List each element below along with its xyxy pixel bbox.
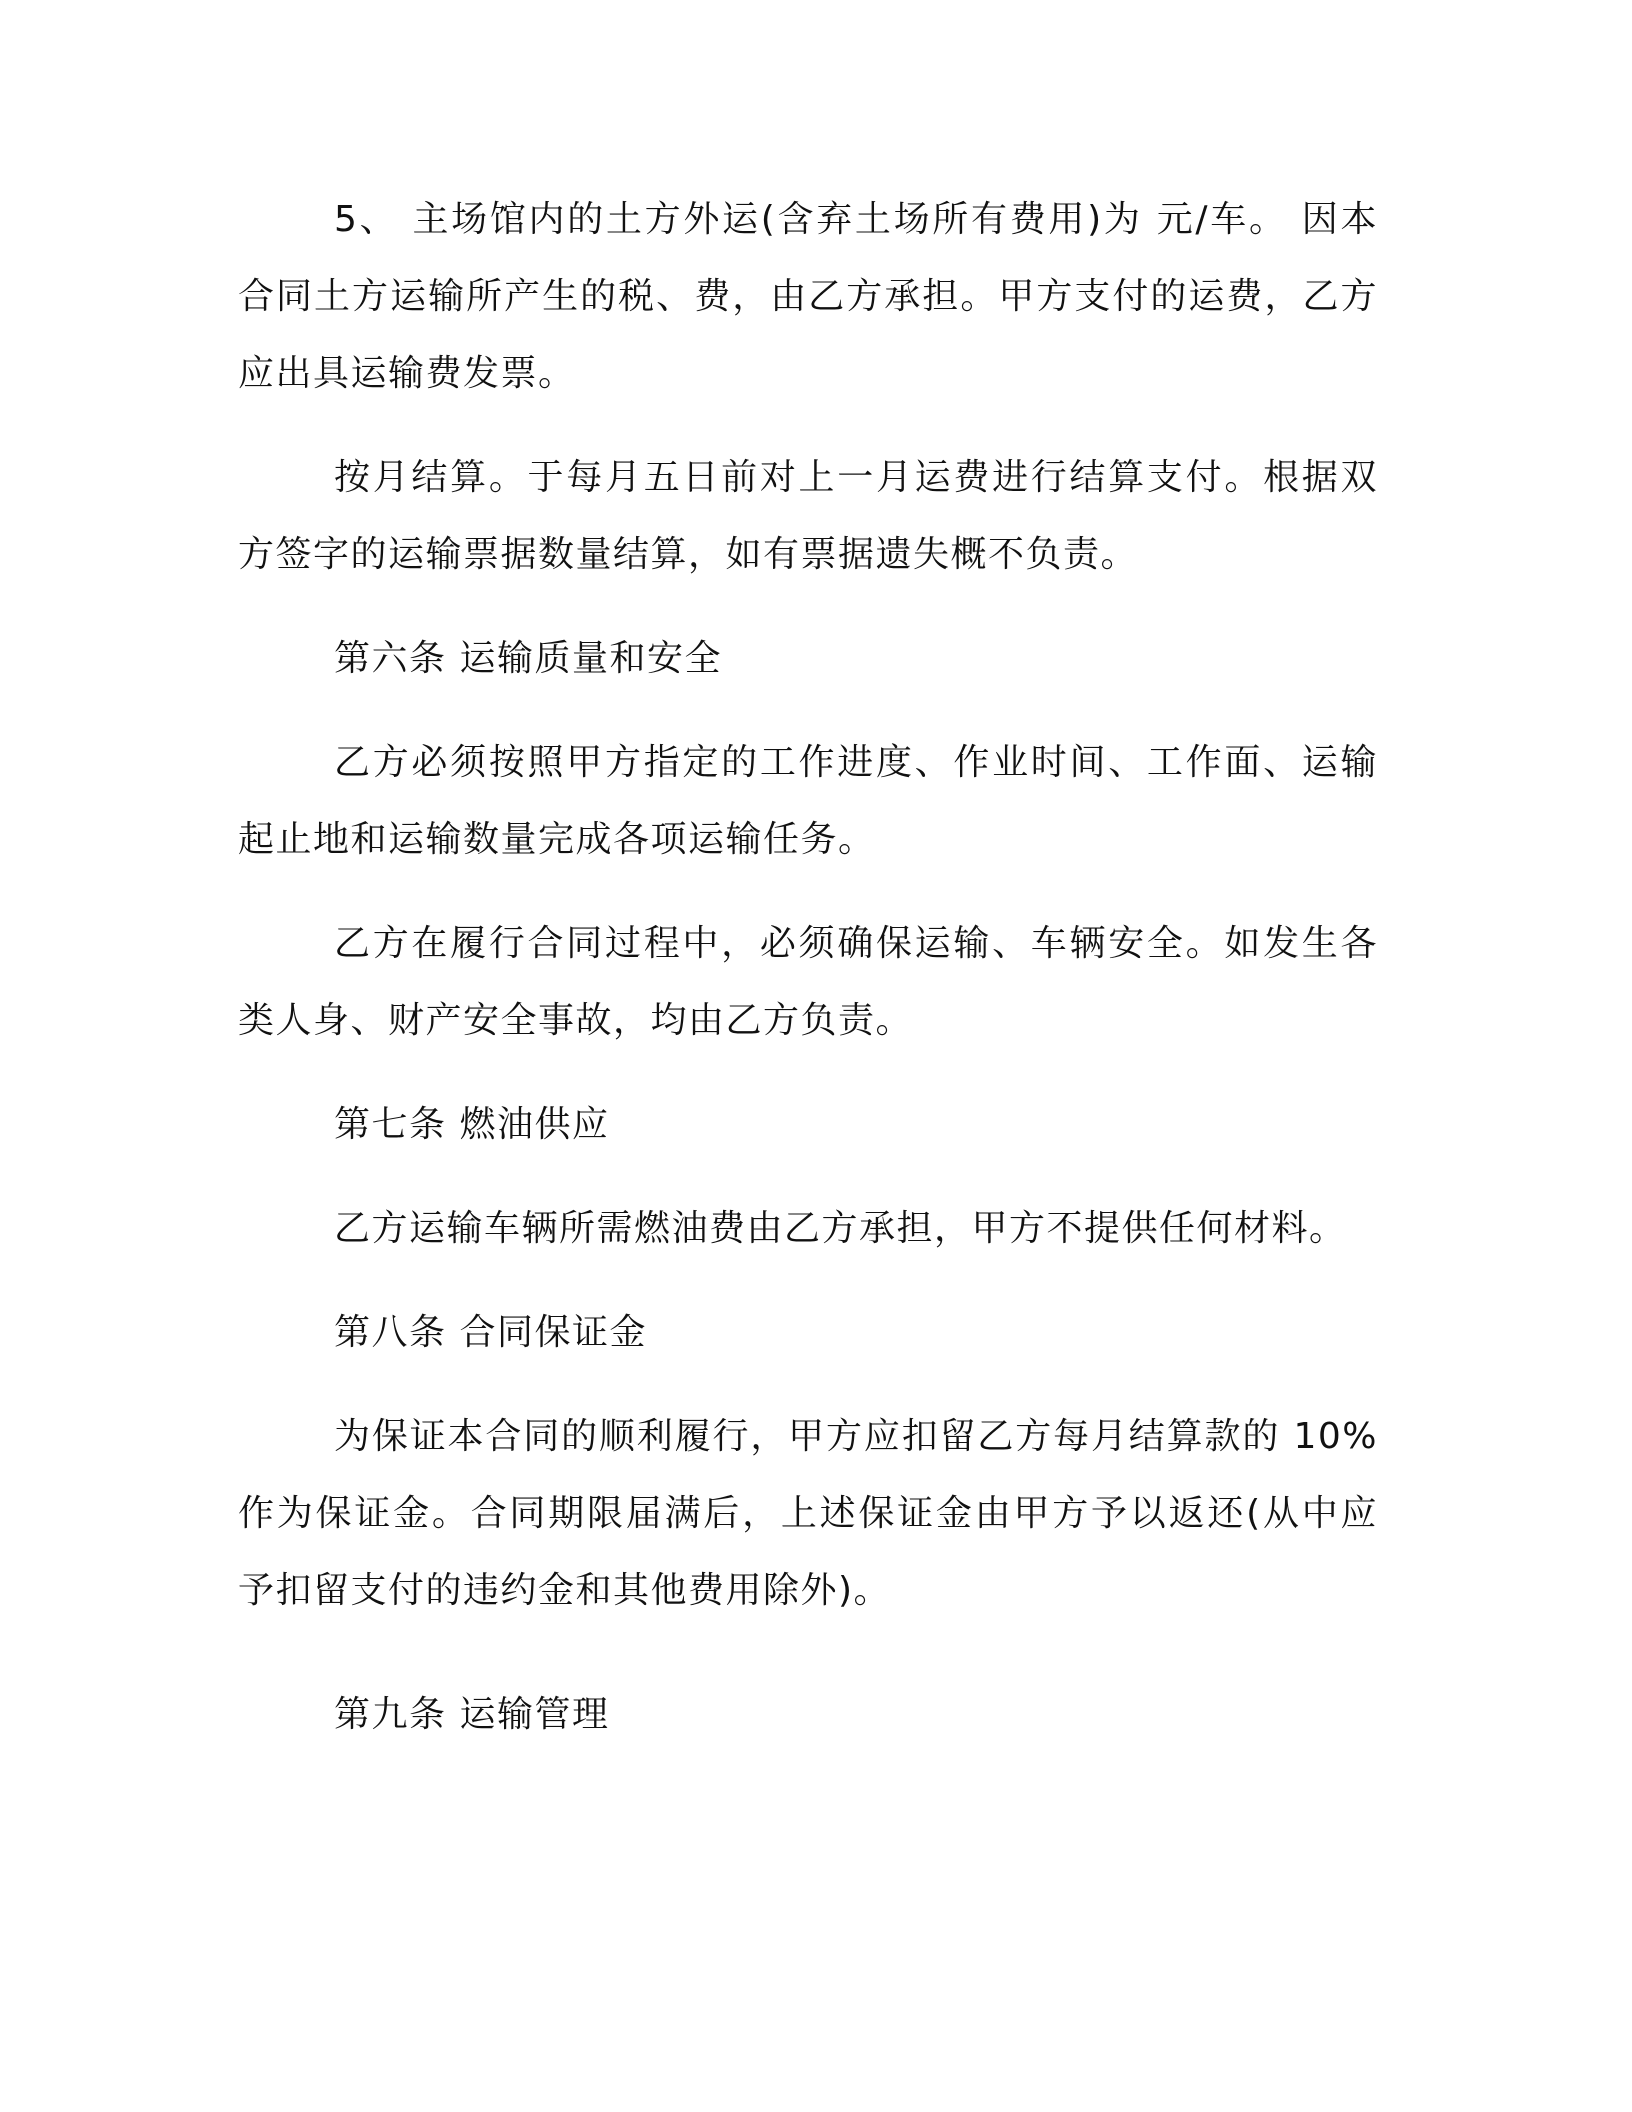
paragraph-fuel-cost: 乙方运输车辆所需燃油费由乙方承担，甲方不提供任何材料。: [334, 1208, 1347, 1249]
heading-article-7: 第七条 燃油供应: [334, 1104, 610, 1145]
heading-article-8: 第八条 合同保证金: [334, 1312, 647, 1353]
heading-article-6: 第六条 运输质量和安全: [334, 638, 722, 679]
paragraph-earth-transport-fee: 5、 主场馆内的土方外运(含弃土场所有费用)为 元/车。 因本合同土方运输所产生的税、费，由乙方承担。甲方支付的运费，乙方应出具运输费发票。: [238, 199, 1378, 394]
document-body: [238, 181, 1378, 1753]
paragraph-monthly-settlement: 按月结算。于每月五日前对上一月运费进行结算支付。根据双方签字的运输票据数量结算，如有票据遗失概不负责。: [238, 457, 1378, 575]
paragraph-deposit: 为保证本合同的顺利履行，甲方应扣留乙方每月结算款的 10%作为保证金。合同期限届满后，上述保证金由甲方予以返还(从中应予扣留支付的违约金和其他费用除外)。: [238, 1416, 1378, 1611]
heading-article-9: 第九条 运输管理: [334, 1694, 610, 1735]
paragraph-safety-responsibility: 乙方在履行合同过程中，必须确保运输、车辆安全。如发生各类人身、财产安全事故，均由乙方负责。: [238, 923, 1378, 1041]
paragraph-transport-tasks: 乙方必须按照甲方指定的工作进度、作业时间、工作面、运输起止地和运输数量完成各项运输任务。: [238, 742, 1378, 860]
